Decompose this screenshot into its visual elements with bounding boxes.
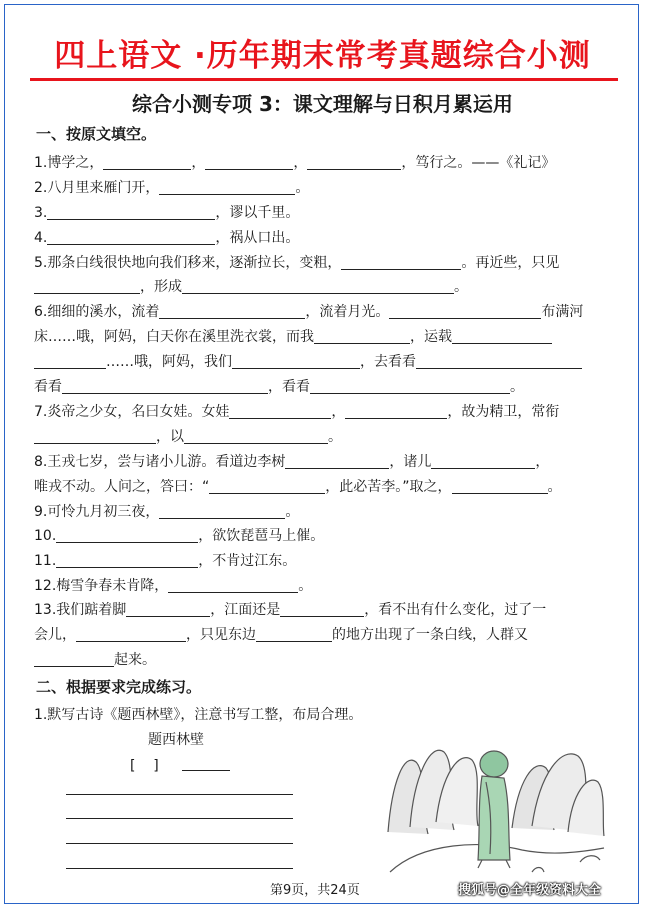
question-10	[34, 524, 616, 548]
blank[interactable]	[34, 651, 114, 667]
q1-text-d: ，笃行之。——《礼记》	[401, 155, 556, 171]
blank[interactable]	[431, 453, 535, 469]
poem-title: 题西林壁	[148, 732, 204, 748]
q3-text-a: 3.	[34, 205, 48, 221]
page-subtitle: 综合小测专项 3：课文理解与日积月累运用	[132, 92, 513, 116]
q2-text-a: 2.八月里来雁门开，	[34, 180, 160, 196]
q6-text-c: 布满河	[541, 304, 584, 320]
question-5-line-2	[34, 275, 616, 299]
section1-heading: 一、按原文填空。	[36, 125, 157, 143]
blank[interactable]	[126, 601, 210, 617]
q13-text-b: ，江面还是	[210, 602, 281, 618]
blank[interactable]	[314, 328, 410, 344]
blank[interactable]	[47, 204, 215, 220]
writing-line[interactable]	[66, 818, 293, 819]
section2-heading: 二、根据要求完成练习。	[36, 678, 202, 696]
q8-text-f: 。	[547, 479, 562, 495]
question-12	[34, 574, 616, 598]
poet-mountain-illustration	[382, 722, 610, 882]
q10-text-b: ，欲饮琵琶马上催。	[198, 528, 325, 544]
title-underline	[30, 78, 618, 81]
blank[interactable]	[168, 577, 298, 593]
blank[interactable]	[34, 428, 156, 444]
q6-text-d: 床……哦，阿妈，白天你在溪里洗衣裳，而我	[34, 329, 314, 345]
question-2	[34, 176, 616, 200]
blank[interactable]	[184, 428, 328, 444]
q11-text-b: ，不肯过江东。	[198, 553, 297, 569]
question-6-line-1	[34, 300, 616, 324]
question-7-line-1	[34, 400, 616, 424]
q8-text-d: 唯戎不动。人问之，答曰：“	[34, 479, 210, 495]
blank[interactable]	[159, 503, 285, 519]
blank[interactable]	[280, 601, 364, 617]
q5-text-b: 。再近些，只见	[461, 255, 560, 271]
blank[interactable]	[34, 353, 106, 369]
blank[interactable]	[34, 278, 140, 294]
blank[interactable]	[256, 626, 332, 642]
q7-text-e: 。	[328, 429, 342, 445]
q6-text-h: 看看	[34, 379, 62, 395]
question-6-line-2	[34, 325, 616, 349]
q1-text-a: 1.博学之，	[34, 155, 104, 171]
q6-text-g: ，去看看	[360, 354, 416, 370]
blank[interactable]	[341, 254, 461, 270]
page-title: 四上语文 ·历年期末常考真题综合小测	[54, 38, 591, 74]
blank[interactable]	[452, 478, 548, 494]
section2-question-1: 1.默写古诗《题西林壁》，注意书写工整，布局合理。	[34, 707, 363, 723]
blank[interactable]	[205, 154, 293, 170]
blank[interactable]	[209, 478, 325, 494]
q8-text-e: ，此必苦李。”取之，	[325, 479, 452, 495]
blank[interactable]	[310, 378, 510, 394]
question-13-line-2	[34, 623, 616, 647]
question-8-line-1	[34, 450, 616, 474]
writing-line[interactable]	[66, 794, 293, 795]
q8-text-a: 8.王戎七岁，尝与诸小儿游。看道边李树	[34, 454, 286, 470]
blank[interactable]	[389, 303, 541, 319]
q13-text-d: 会儿，	[34, 627, 76, 643]
q13-text-a: 13.我们踮着脚	[34, 602, 127, 618]
q6-text-b: ，流着月光。	[305, 304, 390, 320]
q7-text-b: ，	[331, 404, 346, 420]
blank[interactable]	[285, 453, 389, 469]
blank[interactable]	[345, 403, 447, 419]
q12-text-b: 。	[298, 578, 313, 594]
blank[interactable]	[232, 353, 360, 369]
q13-text-c: ，看不出有什么变化，过了一	[364, 602, 547, 618]
page-number: 第9页，共24页	[270, 883, 360, 898]
watermark: 搜狐号@全年级资料大全	[458, 883, 602, 898]
q9-text-a: 9.可怜九月初三夜，	[34, 504, 160, 520]
q7-text-c: ，故为精卫，常衔	[447, 404, 560, 420]
question-5-line-1	[34, 251, 616, 275]
blank[interactable]	[159, 179, 295, 195]
question-11	[34, 549, 616, 573]
blank[interactable]	[103, 154, 191, 170]
writing-line[interactable]	[66, 843, 293, 844]
blank[interactable]	[182, 278, 454, 294]
blank[interactable]	[47, 229, 215, 245]
blank[interactable]	[307, 154, 401, 170]
question-9	[34, 500, 616, 524]
question-6-line-3	[34, 350, 616, 374]
blank[interactable]	[452, 328, 552, 344]
blank[interactable]	[76, 626, 186, 642]
q8-text-b: ，诸儿	[389, 454, 432, 470]
q7-text-a: 7.炎帝之少女，名曰女娃。女娃	[34, 404, 230, 420]
q3-text-b: ，谬以千里。	[215, 205, 300, 221]
q12-text-a: 12.梅雪争春未肯降，	[34, 578, 169, 594]
question-8-line-2	[34, 475, 616, 499]
q6-text-j: 。	[510, 379, 524, 395]
q9-text-b: 。	[285, 504, 300, 520]
question-6-line-4	[34, 375, 616, 399]
q5-text-d: 。	[454, 279, 468, 295]
q13-text-g: 起来。	[114, 652, 156, 668]
q4-text-a: 4.	[34, 230, 48, 246]
q2-text-b: 。	[295, 180, 310, 196]
blank[interactable]	[229, 403, 331, 419]
q4-text-b: ，祸从口出。	[215, 230, 300, 246]
blank[interactable]	[416, 353, 582, 369]
q1-text-c: ，	[293, 155, 308, 171]
q6-text-a: 6.细细的溪水，流着	[34, 304, 160, 320]
question-7-line-2	[34, 425, 616, 449]
q7-text-d: ，以	[156, 429, 184, 445]
blank[interactable]	[159, 303, 305, 319]
q5-text-a: 5.那条白线很快地向我们移来，逐渐拉长，变粗，	[34, 255, 342, 271]
author-blank[interactable]	[182, 770, 230, 771]
question-4	[34, 226, 616, 250]
writing-line[interactable]	[66, 868, 293, 869]
q13-text-f: 的地方出现了一条白线，人群又	[332, 627, 528, 643]
q6-text-f: ……哦，阿妈，我们	[106, 354, 232, 370]
q6-text-e: ，运载	[410, 329, 452, 345]
blank[interactable]	[56, 527, 198, 543]
q8-text-c: ，	[535, 454, 550, 470]
question-13-line-1	[34, 598, 616, 622]
q11-text-a: 11.	[34, 553, 57, 569]
q13-text-e: ，只见东边	[186, 627, 256, 643]
question-3	[34, 201, 616, 225]
q6-text-i: ，看看	[268, 379, 310, 395]
q1-text-b: ，	[191, 155, 206, 171]
question-13-line-3	[34, 648, 616, 672]
blank[interactable]	[62, 378, 268, 394]
blank[interactable]	[56, 552, 198, 568]
question-1	[34, 151, 616, 175]
q10-text-a: 10.	[34, 528, 57, 544]
poem-author-bracket: [ ]	[130, 758, 159, 774]
q5-text-c: ，形成	[140, 279, 182, 295]
